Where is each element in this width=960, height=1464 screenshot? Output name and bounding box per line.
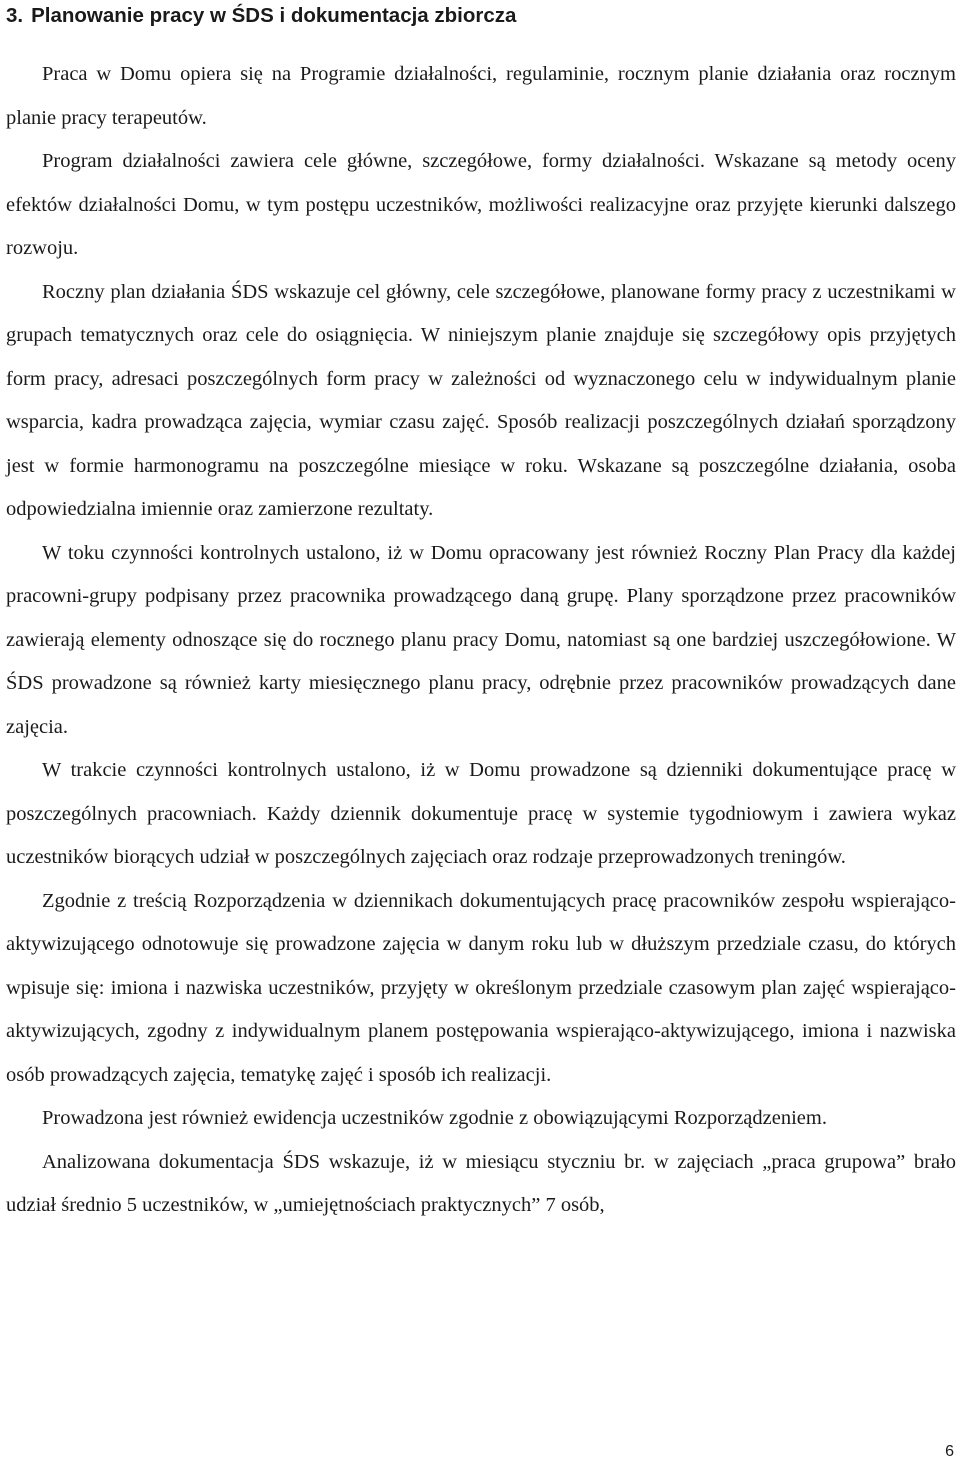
page-number: 6 (945, 1443, 954, 1460)
paragraph-work-basis: Praca w Domu opiera się na Programie działalności, regulaminie, rocznym planie działania oraz rocznym planie pracy terapeutów. (6, 63, 956, 129)
paragraph-annual-work-plan: W toku czynności kontrolnych ustalono, iż w Domu opracowany jest również Roczny Plan Pracy dla każdej pracowni-grupy podpisany przez pracownika prowadzącego daną grupę. Plany sporządzone przez pracowników zawierają elementy odnoszące się do rocznego planu pracy Domu, natomiast są one bardziej uszczegółowione. W ŚDS prowadzone są również karty miesięcznego planu pracy, odrębnie przez pracowników prowadzących dane zajęcia. (6, 541, 956, 738)
paragraph-activity-program: Program działalności zawiera cele główne, szczegółowe, formy działalności. Wskazane są metody oceny efektów działalności Domu, w tym postępu uczestników, możliwości realizacyjne oraz przyjęte kierunki dalszego rozwoju. (6, 150, 956, 259)
section-heading (6, 0, 956, 30)
document-page (6, 0, 956, 1228)
paragraph-register: Prowadzona jest również ewidencja uczestników zgodnie z obowiązującymi Rozporządzeniem. (42, 1107, 827, 1129)
paragraph-regulation: Zgodnie z treścią Rozporządzenia w dziennikach dokumentujących pracę pracowników zespołu wspierająco-aktywizującego odnotowuje się prowadzone zajęcia w danym roku lub w dłuższym przedziale czasu, do których wpisuje się: imiona i nazwiska uczestników, przyjęty w określonym przedziale czasowym plan zajęć wspierająco-aktywizujących, zgodny z indywidualnym planem postępowania wspierająco-aktywizującego, imiona i nazwiska osób prowadzących zajęcia, tematykę zajęć i sposób ich realizacji. (6, 889, 956, 1086)
section-title: Planowanie pracy w ŚDS i dokumentacja zbiorcza (31, 4, 517, 27)
paragraph-diaries: W trakcie czynności kontrolnych ustalono, iż w Domu prowadzone są dzienniki dokumentujące pracę w poszczególnych pracowniach. Każdy dziennik dokumentuje pracę w systemie tygodniowym i zawiera wykaz uczestników biorących udział w poszczególnych zajęciach oraz rodzaje przeprowadzonych treningów. (6, 759, 956, 868)
paragraph-annual-plan: Roczny plan działania ŚDS wskazuje cel główny, cele szczegółowe, planowane formy pracy z uczestnikami w grupach tematycznych oraz cele do osiągnięcia. W niniejszym planie znajduje się szczegółowy opis przyjętych form pracy, adresaci poszczególnych form pracy w zależności od wyznaczonego celu w indywidualnym planie wsparcia, kadra prowadząca zajęcia, wymiar czasu zajęć. Sposób realizacji poszczególnych działań sporządzony jest w formie harmonogramu na poszczególne miesiące w roku. Wskazane są poszczególne działania, osoba odpowiedzialna imiennie oraz zamierzone rezultaty. (6, 280, 956, 520)
section-number: 3. (6, 4, 24, 27)
paragraph-documentation-analysis: Analizowana dokumentacja ŚDS wskazuje, iż w miesiącu styczniu br. w zajęciach „praca grupowa” brało udział średnio 5 uczestników, w „umiejętnościach praktycznych” 7 osób, (6, 1150, 956, 1216)
